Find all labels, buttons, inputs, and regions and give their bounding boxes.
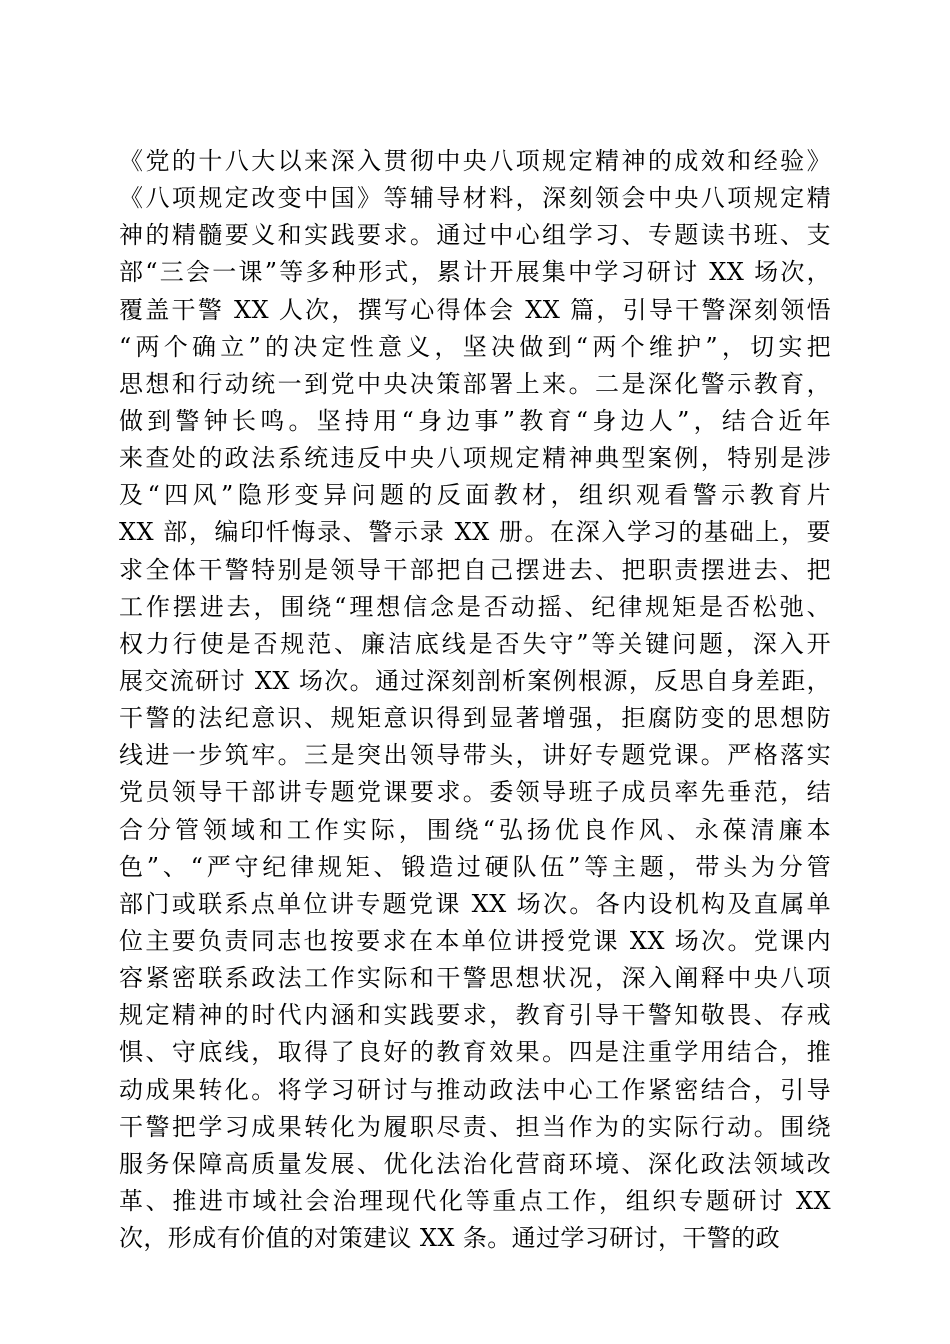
text-line: 线进一步筑牢。三是突出领导带头，讲好专题党课。严格落实: [119, 741, 831, 770]
body-paragraph: [119, 143, 831, 1257]
text-line: 位主要负责同志也按要求在本单位讲授党课 XX 场次。党课内: [119, 926, 831, 955]
text-line: 动成果转化。将学习研讨与推动政法中心工作紧密结合，引导: [119, 1075, 831, 1104]
text-line: 来查处的政法系统违反中央八项规定精神典型案例，特别是涉: [119, 444, 831, 473]
text-line: 求全体干警特别是领导干部把自己摆进去、把职责摆进去、把: [119, 555, 831, 584]
text-line: 部门或联系点单位讲专题党课 XX 场次。各内设机构及直属单: [119, 889, 831, 918]
text-line: 干警的法纪意识、规矩意识得到显著增强，拒腐防变的思想防: [119, 704, 831, 733]
text-line: 部“三会一课”等多种形式，累计开展集中学习研讨 XX 场次，: [119, 258, 831, 287]
text-line: 服务保障高质量发展、优化法治化营商环境、深化政法领域改: [119, 1149, 831, 1178]
text-line: 次，形成有价值的对策建议 XX 条。通过学习研讨，干警的政: [119, 1224, 781, 1253]
text-line: 《党的十八大以来深入贯彻中央八项规定精神的成效和经验》: [119, 147, 831, 175]
text-line: 党员领导干部讲专题党课要求。委领导班子成员率先垂范，结: [119, 778, 831, 807]
text-line: 做到警钟长鸣。坚持用“身边事”教育“身边人”，结合近年: [119, 406, 831, 435]
text-line: 色”、“严守纪律规矩、锻造过硬队伍”等主题，带头为分管: [119, 852, 831, 881]
text-line: 《八项规定改变中国》等辅导材料，深刻领会中央八项规定精: [119, 184, 831, 213]
text-line: 合分管领域和工作实际，围绕“弘扬优良作风、永葆清廉本: [119, 815, 831, 844]
text-line: 及“四风”隐形变异问题的反面教材，组织观看警示教育片: [119, 481, 831, 510]
text-line: 干警把学习成果转化为履职尽责、担当作为的实际行动。围绕: [119, 1112, 831, 1141]
text-line: 容紧密联系政法工作实际和干警思想状况，深入阐释中央八项: [119, 964, 831, 993]
text-line: 思想和行动统一到党中央决策部署上来。二是深化警示教育，: [119, 369, 831, 398]
text-line: “两个确立”的决定性意义，坚决做到“两个维护”，切实把: [119, 332, 831, 361]
text-line: 展交流研讨 XX 场次。通过深刻剖析案例根源，反思自身差距，: [119, 666, 831, 695]
text-line: 权力行使是否规范、廉洁底线是否失守”等关键问题，深入开: [119, 629, 831, 658]
text-line: 惧、守底线，取得了良好的教育效果。四是注重学用结合，推: [119, 1038, 831, 1067]
text-line: XX 部，编印忏悔录、警示录 XX 册。在深入学习的基础上，要: [119, 518, 831, 547]
text-line: 神的精髓要义和实践要求。通过中心组学习、专题读书班、支: [119, 221, 831, 250]
text-line: 革、推进市域社会治理现代化等重点工作，组织专题研讨 XX: [119, 1186, 831, 1215]
text-line: 规定精神的时代内涵和实践要求，教育引导干警知敬畏、存戒: [119, 1001, 831, 1030]
text-line: 工作摆进去，围绕“理想信念是否动摇、纪律规矩是否松弛、: [119, 592, 831, 621]
text-line: 覆盖干警 XX 人次，撰写心得体会 XX 篇，引导干警深刻领悟: [119, 295, 831, 324]
